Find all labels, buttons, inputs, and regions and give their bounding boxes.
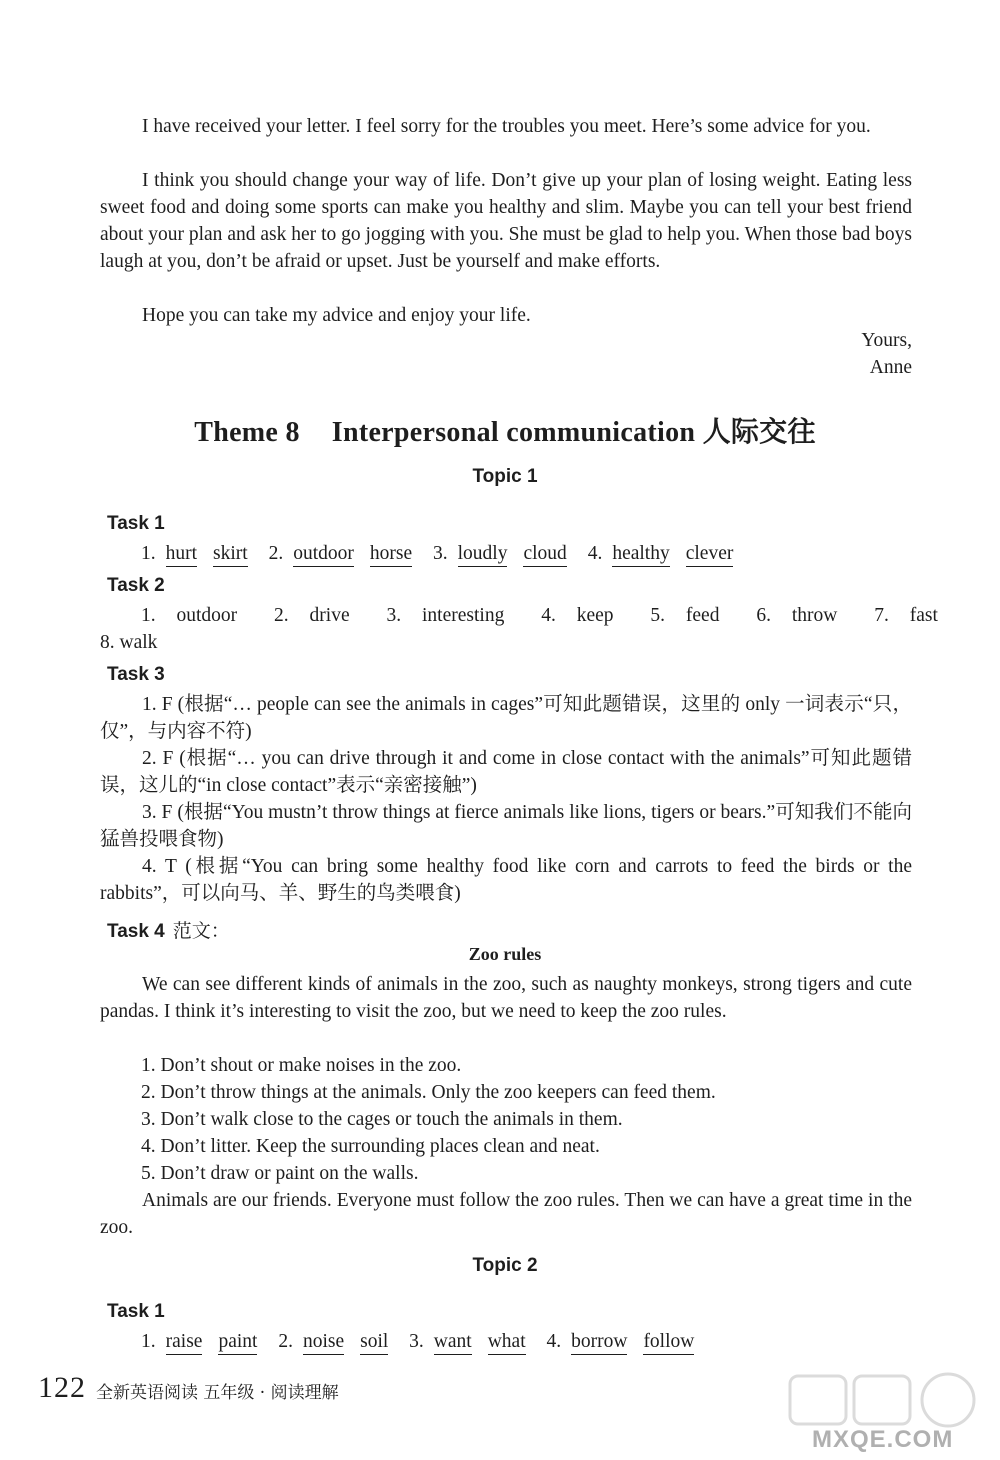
answer-word: skirt — [213, 543, 248, 564]
topic1-task1-label: Task 1 — [107, 513, 165, 534]
task3-item-1: 1. F (根据“… people can see the animals in cages”可知此题错误，这里的 only 一词表示“只，仅”，与内容不符) — [100, 694, 912, 742]
task3-item-2: 2. F (根据“… you can drive through it and come in close contact with the animals”可知此题错误，这儿的“in close contact”表示“亲密接触”) — [100, 748, 912, 796]
task3-item-4: 4. T (根据“You can bring some healthy food like corn and carrots to feed the birds or the rabbits”，可以向马、羊、野生的鸟类喂食) — [100, 856, 912, 904]
topic1-task2-last: 8. walk — [100, 632, 158, 653]
answer-word: horse — [369, 543, 413, 564]
answer-number: 3. — [433, 543, 448, 564]
answer-word: what — [487, 1331, 526, 1352]
answer-item: 1. outdoor — [141, 605, 238, 626]
answer-word: clever — [685, 543, 734, 564]
essay-conclusion: Animals are our friends. Everyone must follow the zoo rules. Then we can have a great time in the zoo. — [100, 1190, 912, 1238]
answer-number: 2. — [268, 543, 284, 564]
answer-item: 6. throw — [756, 605, 838, 626]
topic1-task2-answers — [141, 602, 970, 629]
answer-number: 1. — [141, 543, 156, 564]
answer-item: 5. feed — [650, 605, 720, 626]
answer-word: cloud — [523, 543, 567, 564]
essay-rule: 2. Don’t throw things at the animals. Only the zoo keepers can feed them. — [141, 1082, 716, 1103]
answer-word: noise — [302, 1331, 345, 1352]
answer-item: 4. keep — [541, 605, 614, 626]
answer-number: 4. — [546, 1331, 562, 1352]
task-extra: 范文： — [172, 920, 230, 942]
task-label: Task 4 — [107, 921, 165, 942]
answer-word: outdoor — [293, 543, 354, 564]
topic1-task2-label: Task 2 — [107, 575, 165, 596]
letter-closing: Yours, — [861, 330, 912, 351]
answer-word: soil — [360, 1331, 389, 1352]
essay-rule: 4. Don’t litter. Keep the surrounding places clean and neat. — [141, 1136, 600, 1157]
answer-number: 4. — [587, 543, 603, 564]
answer-word: borrow — [571, 1331, 628, 1352]
topic1-task4-label — [107, 916, 230, 943]
essay-intro: We can see different kinds of animals in the zoo, such as naughty monkeys, strong tigers and cute pandas. I think it’s interesting to visit the zoo, but we need to keep the zoo rules. — [100, 974, 912, 1022]
letter-paragraph-2: I think you should change your way of life. Don’t give up your plan of losing weight. Eating less sweet food and doing some sports can make you healthy and slim. Maybe you can tell your best friend about your plan and ask her to go jogging with you. She must be glad to help you. When those bad boys laugh at you, don’t be afraid or upset. Just be yourself and make efforts. — [100, 170, 912, 272]
answer-word: hurt — [165, 543, 198, 564]
theme-heading — [0, 410, 1000, 450]
answer-word: raise — [165, 1331, 203, 1352]
answer-word: want — [433, 1331, 472, 1352]
topic2-task1-label: Task 1 — [107, 1301, 165, 1322]
answer-number: 2. — [278, 1331, 293, 1352]
answer-item: 3. interesting — [386, 605, 505, 626]
book-title: 全新英语阅读 五年级 · 阅读理解 — [96, 1383, 339, 1403]
essay-rule: 5. Don’t draw or paint on the walls. — [141, 1163, 419, 1184]
answer-item: 7. fast — [874, 605, 938, 626]
watermark-text: MXQE.COM — [812, 1426, 954, 1453]
essay-rule: 3. Don’t walk close to the cages or touch the animals in them. — [141, 1109, 623, 1130]
letter-paragraph-3: Hope you can take my advice and enjoy your life. — [142, 305, 531, 326]
theme-number: Theme 8 — [194, 417, 300, 448]
answer-word: healthy — [612, 543, 670, 564]
page-number: 122 — [38, 1371, 86, 1404]
answer-word: loudly — [457, 543, 508, 564]
topic1-task3-label: Task 3 — [107, 664, 165, 685]
answer-item: 2. drive — [274, 605, 350, 626]
answer-word: follow — [643, 1331, 695, 1352]
topic-1-heading: Topic 1 — [472, 466, 538, 487]
essay-rule: 1. Don’t shout or make noises in the zoo. — [141, 1055, 462, 1076]
task3-item-3: 3. F (根据“You mustn’t throw things at fierce animals like lions, tigers or bears.”可知我们不能向猛兽投喂食物) — [100, 802, 912, 850]
answer-number: 1. — [141, 1331, 156, 1352]
topic1-task1-answers — [141, 540, 749, 567]
topic2-task1-answers — [141, 1328, 710, 1355]
letter-paragraph-1: I have received your letter. I feel sorry for the troubles you meet. Here’s some advice for you. — [142, 116, 871, 137]
topic-2-heading: Topic 2 — [472, 1255, 538, 1276]
answer-word: paint — [218, 1331, 258, 1352]
essay-title: Zoo rules — [468, 944, 542, 964]
letter-signature: Anne — [869, 357, 912, 378]
answer-number: 3. — [409, 1331, 424, 1352]
theme-title: Interpersonal communication 人际交往 — [331, 417, 816, 448]
